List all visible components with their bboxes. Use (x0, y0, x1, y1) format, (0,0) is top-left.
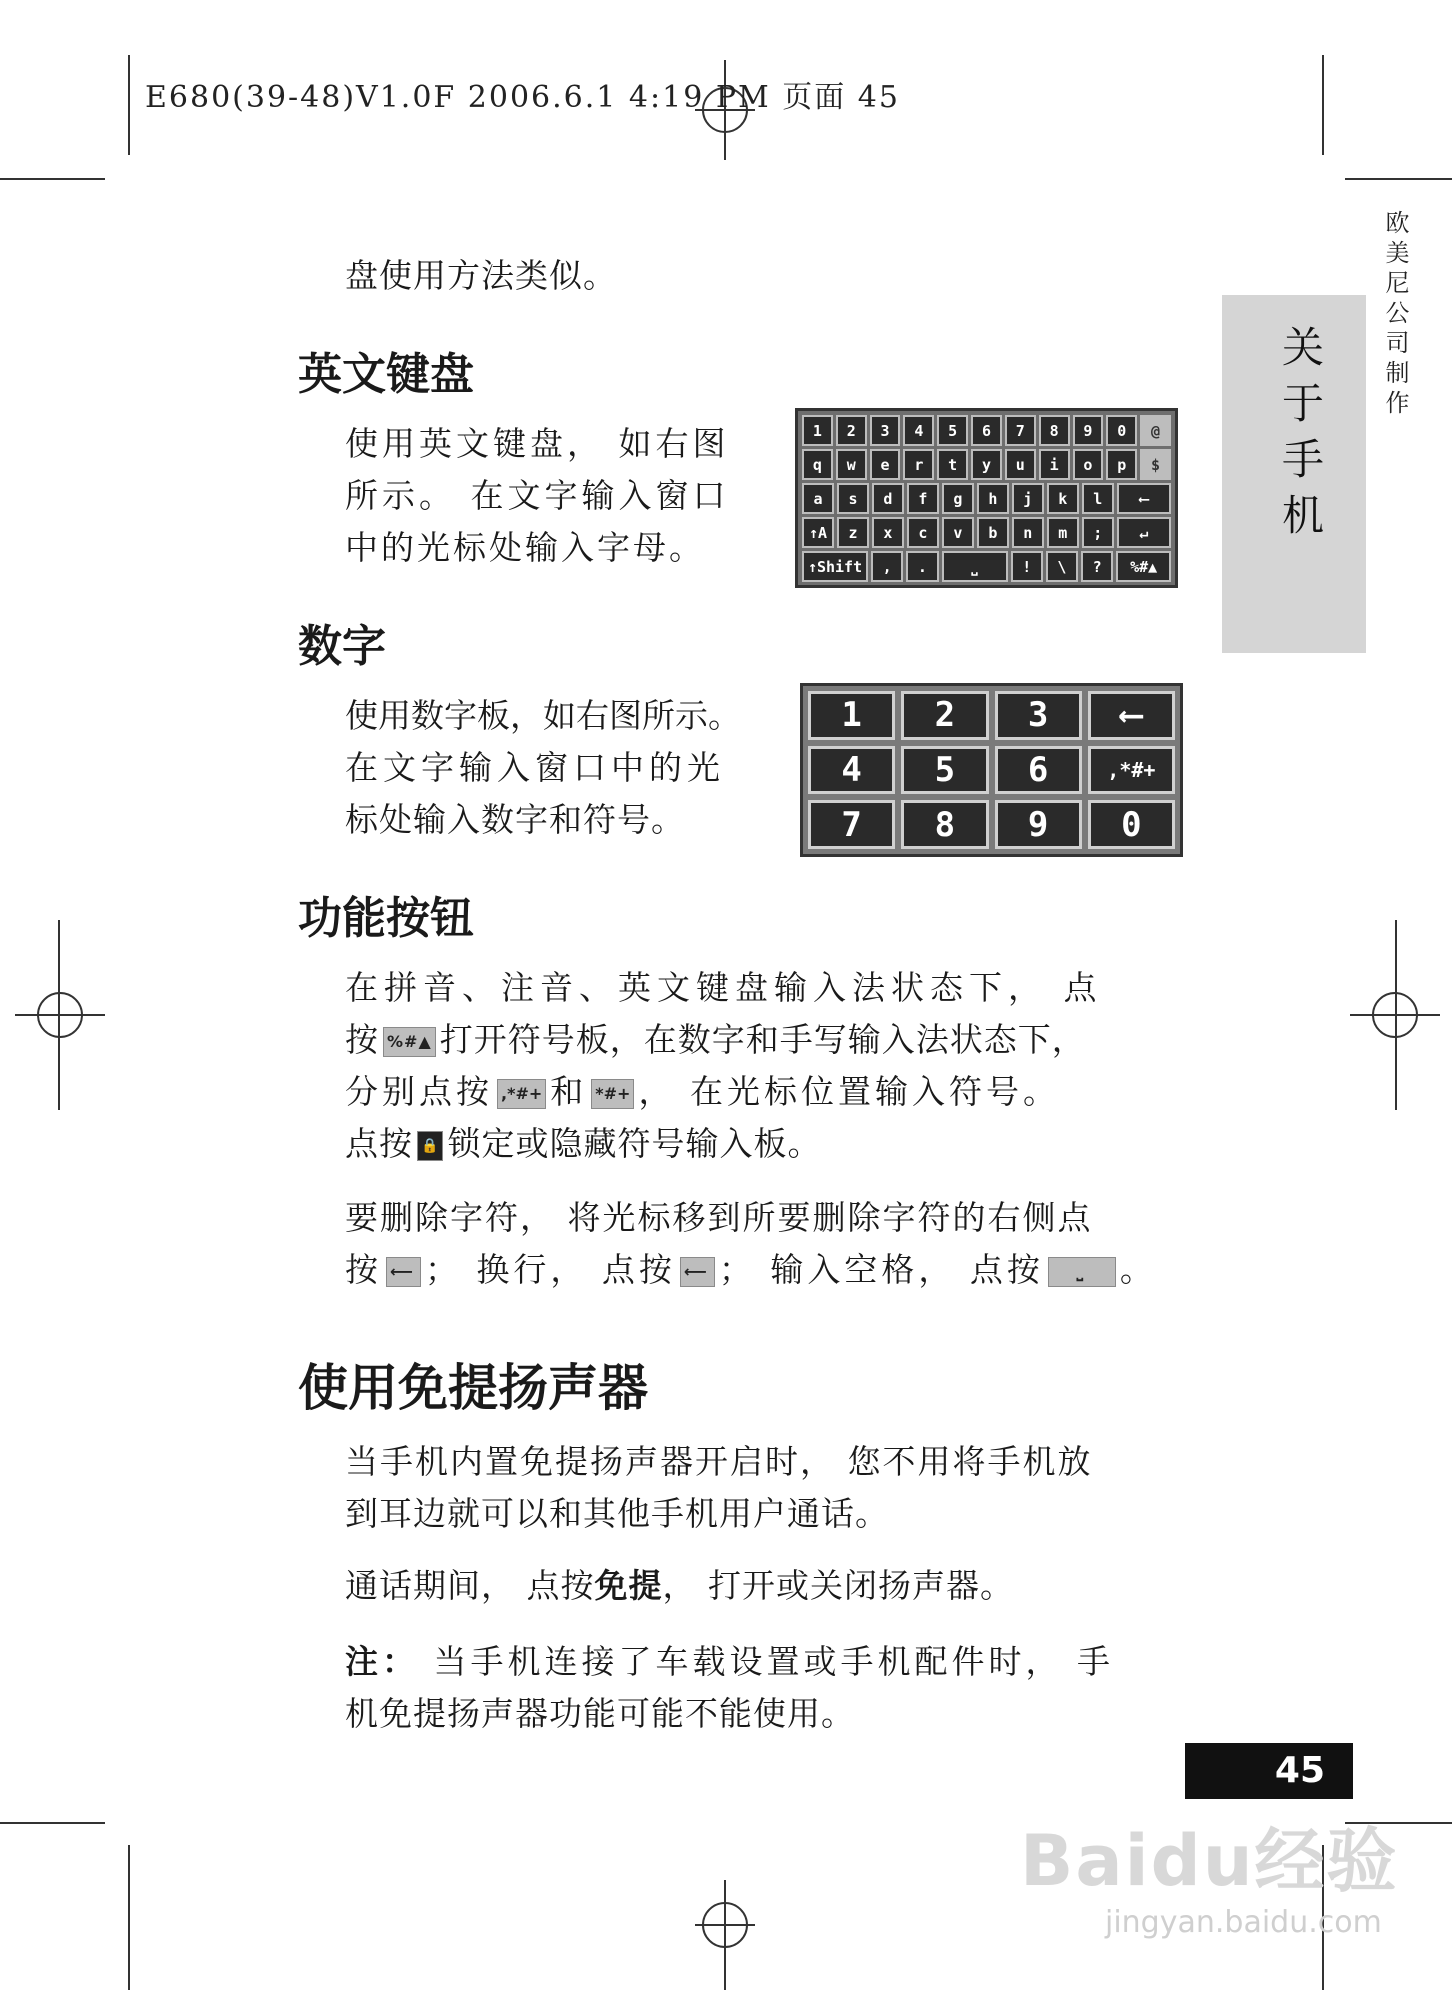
kb-key: c (907, 517, 939, 548)
kb-key: ! (1011, 551, 1043, 582)
numpad-key: 2 (901, 691, 988, 740)
numpad-key: 8 (901, 800, 988, 849)
registration-mark-right (1350, 980, 1440, 1050)
kb-row (802, 415, 1171, 446)
symbol-board-icon: %#▲ (383, 1027, 436, 1057)
backspace-icon: ⟵ (386, 1257, 421, 1287)
kb-key: i (1039, 449, 1070, 480)
speaker-para-1 (345, 1436, 1185, 1540)
print-header: E680(39-48)V1.0F 2006.6.1 4:19 PM 页面 45 (145, 80, 900, 115)
intro-line: 盘使用方法类似。 (345, 256, 617, 295)
kb-key: ↑A (802, 517, 834, 548)
crop-line-top-h2 (1345, 178, 1452, 180)
numpad-key: 0 (1088, 800, 1175, 849)
kb-key: h (977, 483, 1009, 514)
numbers-line-2: 在文字输入窗口中的光 (345, 748, 725, 787)
kb-key: ⟵ (1117, 483, 1171, 514)
note-text-1: 当手机连接了车载设置或手机配件时， 手 (433, 1642, 1114, 1681)
kb-key: %#▲ (1116, 551, 1171, 582)
kb-key: r (903, 449, 934, 480)
fb-p1-l4a: 点按 (345, 1124, 413, 1163)
kb-key: l (1082, 483, 1114, 514)
kb-key: o (1073, 449, 1104, 480)
registration-mark-bottom (690, 1880, 760, 1990)
kb-key: v (942, 517, 974, 548)
page-number: 45 (1274, 1750, 1325, 1791)
kb-key: e (870, 449, 901, 480)
fb-p1-l2a: 按 (345, 1020, 379, 1059)
fb-p2-l2b: ； 换行， 点按 (424, 1250, 676, 1289)
kb-key: 0 (1106, 415, 1137, 446)
numbers-text (345, 690, 775, 846)
handwrite-symbol-icon: *#+ (591, 1079, 634, 1109)
fb-p1-line-2 (345, 1014, 1185, 1066)
speaker-p2b: ， 打开或关闭扬声器。 (662, 1566, 1014, 1605)
kb-key: f (907, 483, 939, 514)
numpad-key: 3 (995, 691, 1082, 740)
kb-key: n (1012, 517, 1044, 548)
function-buttons-heading: 功能按钮 (298, 893, 474, 944)
english-keyboard-line-2: 所示。 在文字输入窗口 (345, 476, 730, 515)
kb-row (802, 517, 1171, 548)
fb-p1-l4b: 锁定或隐藏符号输入板。 (447, 1124, 822, 1163)
kb-key: z (837, 517, 869, 548)
watermark-url: jingyan.baidu.com (1105, 1905, 1382, 1940)
kb-row (802, 551, 1171, 582)
kb-key: 9 (1073, 415, 1104, 446)
kb-key: u (1005, 449, 1036, 480)
crop-line-top-v2 (1322, 55, 1324, 155)
fb-p2-l2c: ； 输入空格， 点按 (718, 1250, 1044, 1289)
speaker-para-2 (345, 1560, 1185, 1612)
fb-p2-l2d: 。 (1119, 1250, 1157, 1289)
fb-p1-line-4 (345, 1118, 1185, 1170)
numpad-key: 4 (808, 746, 895, 795)
kb-row (802, 449, 1171, 480)
kb-key: ⎵ (942, 551, 1008, 582)
kb-key: y (971, 449, 1002, 480)
function-buttons-para-1 (345, 962, 1185, 1170)
kb-key: g (942, 483, 974, 514)
kb-key: 8 (1039, 415, 1070, 446)
kb-key: . (906, 551, 938, 582)
numpad-key: 6 (995, 746, 1082, 795)
english-keyboard-heading: 英文键盘 (298, 349, 474, 400)
kb-key: k (1047, 483, 1079, 514)
speaker-p1-line-1: 当手机内置免提扬声器开启时， 您不用将手机放 (345, 1442, 1093, 1481)
fb-p1-l3b: 和 (550, 1072, 588, 1111)
kb-key: j (1012, 483, 1044, 514)
numpad-symbol-icon: ,*#+ (497, 1079, 546, 1109)
numbers-line-1: 使用数字板，如右图所示。 (345, 696, 741, 735)
numpad-key: 7 (808, 800, 895, 849)
fb-p2-l2a: 按 (345, 1250, 382, 1289)
speaker-note (345, 1636, 1185, 1740)
note-label: 注： (345, 1642, 419, 1681)
kb-key: , (871, 551, 903, 582)
kb-key: 2 (836, 415, 867, 446)
kb-key: ; (1082, 517, 1114, 548)
numpad-key: ⟵ (1088, 691, 1175, 740)
kb-key: b (977, 517, 1009, 548)
fb-p1-l3c: ， 在光标位置输入符号。 (638, 1072, 1060, 1111)
chapter-tab (1222, 295, 1366, 653)
lock-icon: 🔒 (417, 1131, 443, 1161)
fb-p2-line-1: 要删除字符， 将光标移到所要删除字符的右侧点 (345, 1198, 1093, 1237)
kb-key: s (837, 483, 869, 514)
space-icon: ⎵ (1048, 1257, 1116, 1287)
speaker-p2a: 通话期间， 点按 (345, 1566, 595, 1605)
chapter-tab-label: 关于手机 (1276, 325, 1325, 549)
kb-key: w (836, 449, 867, 480)
crop-line-bot-h1 (0, 1822, 105, 1824)
kb-key: q (802, 449, 833, 480)
speaker-p1-line-2: 到耳边就可以和其他手机用户通话。 (345, 1494, 889, 1533)
kb-key: a (802, 483, 834, 514)
watermark-brand: Baidu经验 (1020, 1820, 1399, 1902)
kb-key: t (937, 449, 968, 480)
numpad-key: 9 (995, 800, 1082, 849)
number-pad-image (800, 683, 1183, 857)
speaker-note-line-1 (345, 1636, 1185, 1688)
kb-row (802, 483, 1171, 514)
numpad-key: 5 (901, 746, 988, 795)
speaker-note-line-2: 机免提扬声器功能可能不能使用。 (345, 1694, 855, 1733)
kb-key: ? (1081, 551, 1113, 582)
fb-p1-l3a: 分别点按 (345, 1072, 493, 1111)
fb-p1-line-1: 在拼音、注音、英文键盘输入法状态下， 点 (345, 968, 1103, 1007)
numbers-line-3: 标处输入数字和符号。 (345, 800, 685, 839)
crop-line-top-v1 (128, 55, 130, 155)
kb-key: d (872, 483, 904, 514)
kb-key: p (1106, 449, 1137, 480)
kb-key: @ (1140, 415, 1171, 446)
english-keyboard-rows (802, 415, 1171, 582)
kb-key: 4 (903, 415, 934, 446)
kb-key: 1 (802, 415, 833, 446)
english-keyboard-line-3: 中的光标处输入字母。 (345, 528, 705, 567)
numpad-key: 1 (808, 691, 895, 740)
kb-key: 7 (1005, 415, 1036, 446)
newline-icon: ⟵ (680, 1257, 715, 1287)
kb-key: 5 (937, 415, 968, 446)
speaker-p2-bold: 免提 (594, 1566, 663, 1605)
registration-mark-left (15, 980, 105, 1050)
crop-line-top-h1 (0, 178, 105, 180)
english-keyboard-image (795, 408, 1178, 588)
kb-key: 6 (971, 415, 1002, 446)
english-keyboard-text (345, 418, 765, 574)
kb-key: m (1047, 517, 1079, 548)
fb-p2-line-2 (345, 1244, 1185, 1296)
numpad-key: ,*#+ (1088, 746, 1175, 795)
numbers-heading: 数字 (298, 621, 386, 672)
kb-key: ↑Shift (802, 551, 868, 582)
fb-p1-line-3 (345, 1066, 1185, 1118)
kb-key: ↵ (1117, 517, 1171, 548)
speaker-heading: 使用免提扬声器 (298, 1359, 648, 1417)
kb-key: \ (1046, 551, 1078, 582)
crop-line-bot-v1 (128, 1845, 130, 1990)
function-buttons-para-2 (345, 1192, 1185, 1296)
kb-key: 3 (870, 415, 901, 446)
kb-key: x (872, 517, 904, 548)
kb-key: $ (1140, 449, 1171, 480)
fb-p1-l2b: 打开符号板，在数字和手写输入法状态下， (439, 1020, 1086, 1059)
sidebar-company: 欧美尼公司制作 (1381, 210, 1409, 420)
english-keyboard-line-1: 使用英文键盘， 如右图 (345, 424, 730, 463)
